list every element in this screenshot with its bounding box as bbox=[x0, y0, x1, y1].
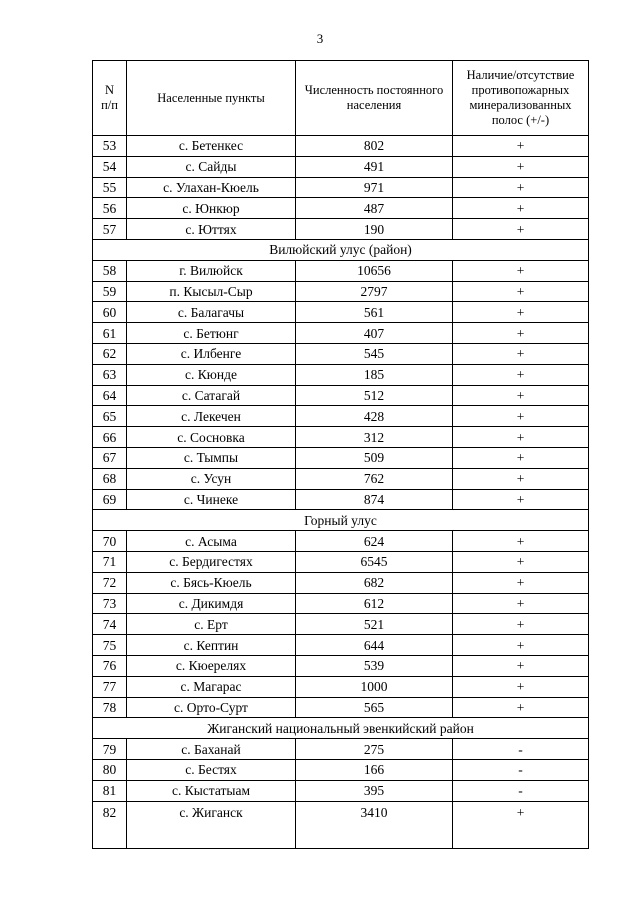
row-number-cell: 57 bbox=[93, 219, 127, 240]
table-row bbox=[93, 489, 589, 510]
population-cell: 762 bbox=[296, 468, 453, 489]
table-row bbox=[93, 676, 589, 697]
settlement-name-cell: с. Улахан-Кюель bbox=[127, 177, 296, 198]
table-row bbox=[93, 427, 589, 448]
region-heading-row bbox=[93, 510, 589, 531]
settlement-name-cell: с. Дикимдя bbox=[127, 593, 296, 614]
population-cell: 612 bbox=[296, 593, 453, 614]
fire-strip-mark-cell: + bbox=[453, 655, 589, 676]
row-number-cell: 75 bbox=[93, 635, 127, 656]
fire-strip-mark-cell: + bbox=[453, 281, 589, 302]
page-number: 3 bbox=[316, 31, 324, 46]
fire-strip-mark-cell: + bbox=[453, 697, 589, 718]
header-number bbox=[93, 61, 127, 136]
table-row bbox=[93, 759, 589, 780]
fire-strip-mark-cell: + bbox=[453, 676, 589, 697]
row-number-cell: 64 bbox=[93, 385, 127, 406]
fire-strip-mark-cell: + bbox=[453, 447, 589, 468]
table-row bbox=[93, 468, 589, 489]
settlement-name-cell: с. Бетюнг bbox=[127, 323, 296, 344]
population-cell: 428 bbox=[296, 406, 453, 427]
settlement-name-cell: с. Лекечен bbox=[127, 406, 296, 427]
settlements-table bbox=[92, 60, 589, 849]
table-row bbox=[93, 593, 589, 614]
table-row bbox=[93, 614, 589, 635]
region-heading-row bbox=[93, 239, 589, 260]
population-cell: 521 bbox=[296, 614, 453, 635]
fire-strip-mark-cell: + bbox=[453, 364, 589, 385]
settlement-name-cell: с. Кюерелях bbox=[127, 655, 296, 676]
region-heading: Жиганский национальный эвенкийский район bbox=[93, 718, 589, 739]
population-cell: 539 bbox=[296, 655, 453, 676]
row-number-cell: 79 bbox=[93, 739, 127, 760]
fire-strip-mark-cell: + bbox=[453, 572, 589, 593]
table-row bbox=[93, 780, 589, 801]
table-row bbox=[93, 447, 589, 468]
table-row bbox=[93, 156, 589, 177]
table-row bbox=[93, 655, 589, 676]
region-heading: Вилюйский улус (район) bbox=[93, 239, 589, 260]
population-cell: 565 bbox=[296, 697, 453, 718]
table-row bbox=[93, 136, 589, 157]
settlement-name-cell: с. Баханай bbox=[127, 739, 296, 760]
row-number-cell: 56 bbox=[93, 198, 127, 219]
fire-strip-mark-cell: + bbox=[453, 156, 589, 177]
settlement-name-cell: с. Бетенкес bbox=[127, 136, 296, 157]
header-number-line1: N bbox=[104, 83, 115, 97]
row-number-cell: 66 bbox=[93, 427, 127, 448]
population-cell: 971 bbox=[296, 177, 453, 198]
population-cell: 682 bbox=[296, 572, 453, 593]
settlement-name-cell: с. Кюнде bbox=[127, 364, 296, 385]
settlement-name-cell: с. Жиганск bbox=[127, 801, 296, 848]
fire-strip-mark-cell: + bbox=[453, 177, 589, 198]
table-row bbox=[93, 364, 589, 385]
population-cell: 512 bbox=[296, 385, 453, 406]
fire-strip-mark-cell: + bbox=[453, 593, 589, 614]
fire-strip-mark-cell: + bbox=[453, 531, 589, 552]
fire-strip-mark-cell: + bbox=[453, 136, 589, 157]
row-number-cell: 70 bbox=[93, 531, 127, 552]
fire-strip-mark-cell: + bbox=[453, 801, 589, 848]
settlement-name-cell: с. Балагачы bbox=[127, 302, 296, 323]
fire-strip-mark-cell: + bbox=[453, 198, 589, 219]
settlement-name-cell: с. Сатагай bbox=[127, 385, 296, 406]
population-cell: 545 bbox=[296, 343, 453, 364]
population-cell: 644 bbox=[296, 635, 453, 656]
population-cell: 190 bbox=[296, 219, 453, 240]
settlement-name-cell: с. Орто-Сурт bbox=[127, 697, 296, 718]
row-number-cell: 76 bbox=[93, 655, 127, 676]
settlement-name-cell: с. Илбенге bbox=[127, 343, 296, 364]
population-cell: 185 bbox=[296, 364, 453, 385]
row-number-cell: 68 bbox=[93, 468, 127, 489]
table-row bbox=[93, 385, 589, 406]
row-number-cell: 59 bbox=[93, 281, 127, 302]
fire-strip-mark-cell: + bbox=[453, 468, 589, 489]
settlement-name-cell: г. Вилюйск bbox=[127, 260, 296, 281]
table-row bbox=[93, 281, 589, 302]
region-heading-row bbox=[93, 718, 589, 739]
population-cell: 874 bbox=[296, 489, 453, 510]
fire-strip-mark-cell: + bbox=[453, 614, 589, 635]
row-number-cell: 82 bbox=[93, 801, 127, 848]
row-number-cell: 65 bbox=[93, 406, 127, 427]
population-cell: 275 bbox=[296, 739, 453, 760]
row-number-cell: 54 bbox=[93, 156, 127, 177]
fire-strip-mark-cell: + bbox=[453, 260, 589, 281]
table-row bbox=[93, 260, 589, 281]
population-cell: 487 bbox=[296, 198, 453, 219]
fire-strip-mark-cell: + bbox=[453, 635, 589, 656]
row-number-cell: 63 bbox=[93, 364, 127, 385]
population-cell: 166 bbox=[296, 759, 453, 780]
fire-strip-mark-cell: - bbox=[453, 739, 589, 760]
fire-strip-mark-cell: - bbox=[453, 759, 589, 780]
table-row bbox=[93, 572, 589, 593]
population-cell: 3410 bbox=[296, 801, 453, 848]
row-number-cell: 55 bbox=[93, 177, 127, 198]
row-number-cell: 81 bbox=[93, 780, 127, 801]
row-number-cell: 78 bbox=[93, 697, 127, 718]
settlement-name-cell: с. Магарас bbox=[127, 676, 296, 697]
settlement-name-cell: с. Кептин bbox=[127, 635, 296, 656]
table-row bbox=[93, 219, 589, 240]
table-row bbox=[93, 801, 589, 848]
header-fire-strips: Наличие/отсутствие противопожарных минерализованных полос (+/-) bbox=[453, 61, 589, 136]
table-row bbox=[93, 531, 589, 552]
table-row bbox=[93, 198, 589, 219]
row-number-cell: 61 bbox=[93, 323, 127, 344]
table-row bbox=[93, 323, 589, 344]
row-number-cell: 60 bbox=[93, 302, 127, 323]
table-row bbox=[93, 635, 589, 656]
population-cell: 802 bbox=[296, 136, 453, 157]
table-row bbox=[93, 697, 589, 718]
fire-strip-mark-cell: + bbox=[453, 551, 589, 572]
population-cell: 6545 bbox=[296, 551, 453, 572]
table-body bbox=[93, 136, 589, 849]
row-number-cell: 74 bbox=[93, 614, 127, 635]
settlement-name-cell: с. Бестях bbox=[127, 759, 296, 780]
row-number-cell: 58 bbox=[93, 260, 127, 281]
table-row bbox=[93, 302, 589, 323]
settlement-name-cell: с. Ерт bbox=[127, 614, 296, 635]
settlement-name-cell: с. Бясь-Кюель bbox=[127, 572, 296, 593]
table-row bbox=[93, 551, 589, 572]
header-number-line2: п/п bbox=[101, 98, 118, 112]
row-number-cell: 77 bbox=[93, 676, 127, 697]
fire-strip-mark-cell: + bbox=[453, 323, 589, 344]
row-number-cell: 72 bbox=[93, 572, 127, 593]
row-number-cell: 62 bbox=[93, 343, 127, 364]
header-settlements: Населенные пункты bbox=[127, 61, 296, 136]
fire-strip-mark-cell: + bbox=[453, 427, 589, 448]
table-row bbox=[93, 739, 589, 760]
population-cell: 395 bbox=[296, 780, 453, 801]
table-header bbox=[93, 61, 589, 136]
population-cell: 10656 bbox=[296, 260, 453, 281]
row-number-cell: 69 bbox=[93, 489, 127, 510]
population-cell: 1000 bbox=[296, 676, 453, 697]
table-row bbox=[93, 406, 589, 427]
settlement-name-cell: с. Сосновка bbox=[127, 427, 296, 448]
fire-strip-mark-cell: + bbox=[453, 343, 589, 364]
settlement-name-cell: с. Кыстатыам bbox=[127, 780, 296, 801]
population-cell: 624 bbox=[296, 531, 453, 552]
population-cell: 509 bbox=[296, 447, 453, 468]
fire-strip-mark-cell: + bbox=[453, 406, 589, 427]
row-number-cell: 67 bbox=[93, 447, 127, 468]
fire-strip-mark-cell: + bbox=[453, 219, 589, 240]
row-number-cell: 53 bbox=[93, 136, 127, 157]
row-number-cell: 80 bbox=[93, 759, 127, 780]
fire-strip-mark-cell: + bbox=[453, 489, 589, 510]
row-number-cell: 71 bbox=[93, 551, 127, 572]
row-number-cell: 73 bbox=[93, 593, 127, 614]
population-cell: 561 bbox=[296, 302, 453, 323]
settlement-name-cell: с. Чинеке bbox=[127, 489, 296, 510]
settlement-name-cell: п. Кысыл-Сыр bbox=[127, 281, 296, 302]
settlement-name-cell: с. Юнкюр bbox=[127, 198, 296, 219]
region-heading: Горный улус bbox=[93, 510, 589, 531]
settlement-name-cell: с. Бердигестях bbox=[127, 551, 296, 572]
fire-strip-mark-cell: + bbox=[453, 302, 589, 323]
header-row bbox=[93, 61, 589, 136]
settlement-name-cell: с. Тымпы bbox=[127, 447, 296, 468]
settlement-name-cell: с. Сайды bbox=[127, 156, 296, 177]
header-population: Численность постоянного населения bbox=[296, 61, 453, 136]
fire-strip-mark-cell: + bbox=[453, 385, 589, 406]
settlement-name-cell: с. Усун bbox=[127, 468, 296, 489]
population-cell: 491 bbox=[296, 156, 453, 177]
fire-strip-mark-cell: - bbox=[453, 780, 589, 801]
settlement-name-cell: с. Асыма bbox=[127, 531, 296, 552]
population-cell: 407 bbox=[296, 323, 453, 344]
population-cell: 312 bbox=[296, 427, 453, 448]
table-row bbox=[93, 343, 589, 364]
population-cell: 2797 bbox=[296, 281, 453, 302]
settlement-name-cell: с. Юттях bbox=[127, 219, 296, 240]
table-row bbox=[93, 177, 589, 198]
